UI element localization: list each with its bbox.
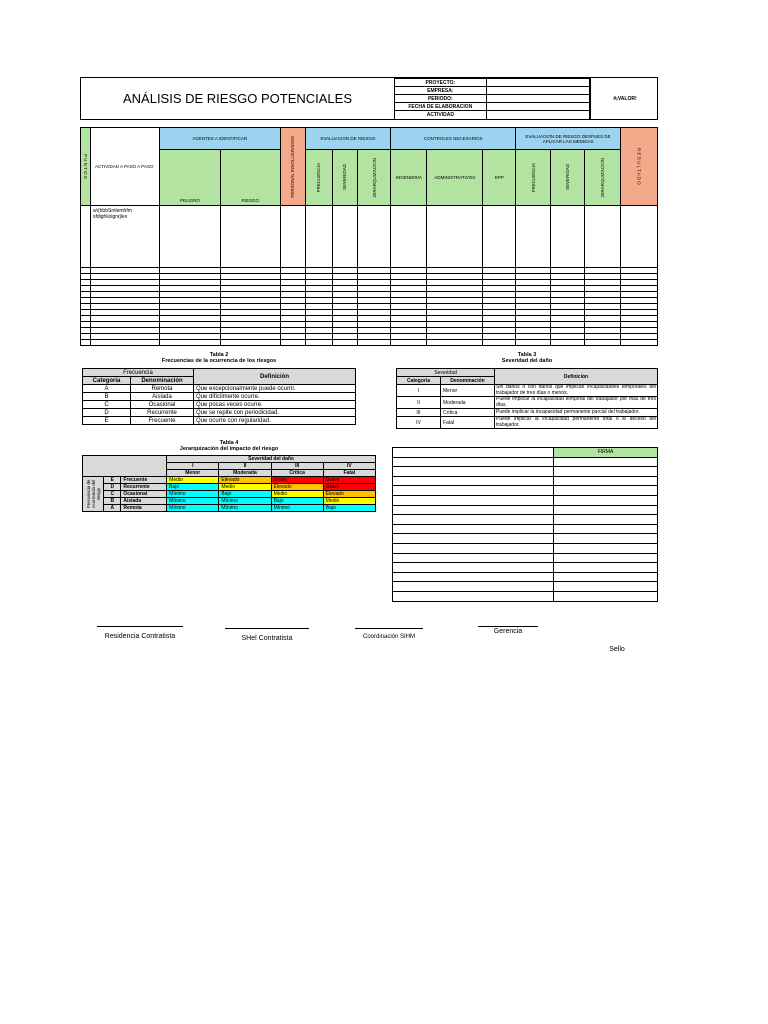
table-cell[interactable] [280,340,305,346]
t4-matrix-cell: Mínimo [219,505,271,512]
firma-row [393,591,658,601]
firma-sign-cell[interactable] [554,515,658,525]
t2-cell-cat: E [83,417,131,425]
firma-row [393,515,658,525]
firma-row [393,563,658,573]
firma-sign-cell[interactable] [554,495,658,505]
firma-header: FIRMA [554,448,658,458]
table-row [81,206,658,268]
risk-analysis-table [80,127,658,346]
t2-denominacion-header: Denominación [131,377,194,385]
firma-row [393,553,658,563]
firma-sign-cell[interactable] [554,505,658,515]
t2-cell-den: Remota [131,385,194,393]
firma-name-cell[interactable] [393,486,554,496]
t3-cell-cat: I [397,385,441,397]
t4-matrix-cell: Elevado [323,491,375,498]
t2-cell-den: Ocasional [131,401,194,409]
firma-sign-cell[interactable] [554,467,658,477]
t3-categoria-header: Categoria [397,377,441,385]
t4-row-den: Aislada [121,498,167,505]
t4-matrix-cell: Elevado [219,477,271,484]
table-cell[interactable] [391,340,427,346]
actividad-header: ACTIVIDAD A PASO A PASO [90,128,159,206]
ingenieria-header: INGENIERIA [391,150,427,206]
field-proyecto: PROYECTO: [395,79,487,87]
peligro-header: PELIGRO [159,150,220,206]
t4-matrix-cell: Medio [167,477,219,484]
t4-row-cat: B [104,498,121,505]
puntos-header: P U N T O S [81,128,91,206]
t4-side-label: Frecuencia de ocurrencia del riesgo [83,477,104,512]
t4-row-den: Ocasional [121,491,167,498]
t4-severidad-header: Severidad del daño [167,456,376,463]
firma-row [393,467,658,477]
t4-row-den: Recurrente [121,484,167,491]
firma-sign-cell[interactable] [554,591,658,601]
firma-row [393,486,658,496]
firma-row [393,457,658,467]
firma-sign-cell[interactable] [554,476,658,486]
t3-severidad-header: Severidad [397,369,495,377]
t3-cell-den: Menor [441,385,495,397]
t3-cell-def: Sin daños o con daños que implican incapacidades temporales del trabajador de tres días o menos. [496,384,656,396]
t3-row [397,417,658,429]
t3-row [397,385,658,397]
field-actividad-value[interactable] [486,111,589,120]
t2-row [83,385,356,393]
firma-name-cell[interactable] [393,543,554,553]
t4-matrix-cell: Medio [271,491,323,498]
firma-row [393,476,658,486]
firma-row [393,543,658,553]
field-empresa-value[interactable] [486,87,589,95]
t4-matrix-cell: Grave [323,477,375,484]
field-periodo: PERIODO: [395,95,487,103]
controles-header: CONTROLES NECESARIOS [391,128,516,150]
t3-cell-cat: III [397,409,441,417]
t4-row-den: Remota [121,505,167,512]
t2-cell-def: Que se repite con periodicidad. [194,409,356,417]
page-title: ANÁLISIS DE RIESGO POTENCIALES [81,78,395,119]
risk-matrix-table [82,455,376,512]
t4-matrix-cell: Bajo [323,505,375,512]
firma-row [393,582,658,592]
frecuencia-header: FRECUENCIA [305,150,332,206]
t4-matrix-cell: Bajo [167,484,219,491]
firma-name-cell[interactable] [393,524,554,534]
t3-cell-def: Puede implicar la incapacidad permanente total o el deceso del trabajador. [496,416,656,428]
table-cell[interactable] [516,340,551,346]
t2-cell-den: Frecuente [131,417,194,425]
t4-col-name: Menor [167,470,219,477]
firma-table [392,447,658,602]
t4-matrix-cell: Bajo [219,491,271,498]
t4-matrix-cell: Bajo [271,498,323,505]
t4-matrix-cell: Medio [219,484,271,491]
table-cell[interactable] [427,340,483,346]
t4-row [83,505,376,512]
table-cell[interactable] [305,340,332,346]
severidad-header: SEVERIDAD [332,150,358,206]
t2-frecuencia-header: Frecuencia [83,369,194,377]
tabla2-caption: Tabla 2 Frecuencias de la ocurrencia de los riesgos [161,352,277,364]
firma-row [393,505,658,515]
t4-matrix-cell: Grave [271,477,323,484]
t2-cell-cat: B [83,393,131,401]
firma-name-cell[interactable] [393,495,554,505]
firma-name-cell[interactable] [393,457,554,467]
table-cell[interactable] [81,340,91,346]
firma-name-cell[interactable] [393,515,554,525]
t3-cell-cat: IV [397,417,441,429]
riesgo-header: RIESGO [220,150,280,206]
table-cell[interactable] [90,340,159,346]
firma-sign-cell[interactable] [554,582,658,592]
table-cell[interactable] [220,340,280,346]
table-cell[interactable] [358,340,391,346]
t2-cell-cat: C [83,401,131,409]
table-row [81,340,658,346]
t2-categoria-header: Categoria [83,377,131,385]
table-cell[interactable] [483,340,516,346]
t4-matrix-cell: Mínimo [167,498,219,505]
t3-cell-den: Fatal [441,417,495,429]
t3-definicion-header: Definición [495,369,658,385]
evaluacion-header: EVALUACION DE RIESGO [305,128,391,150]
t4-row [83,491,376,498]
t2-cell-den: Recurrente [131,409,194,417]
t2-cell-cat: A [83,385,131,393]
t4-row-cat: D [104,484,121,491]
tabla3-caption: Tabla 3 Severidad del daño [501,352,553,364]
jerarquizacion-header: JERARQUIZACION [358,150,391,206]
firma-name-cell[interactable] [393,467,554,477]
field-periodo-value[interactable] [486,95,589,103]
firma-sign-cell[interactable] [554,534,658,544]
frecuencia-after-header: FRECUENCIA [516,150,551,206]
t4-matrix-cell: Mínimo [167,505,219,512]
firma-sign-cell[interactable] [554,543,658,553]
signature-gerencia: Gerencia [478,626,538,635]
firma-name-cell[interactable] [393,505,554,515]
epp-header: EPP [483,150,516,206]
t4-row [83,477,376,484]
t4-col-num: III [271,463,323,470]
table-cell[interactable] [551,340,585,346]
t2-cell-def: Que difícilmente ocurre. [194,393,356,401]
t4-row-cat: C [104,491,121,498]
table-cell[interactable] [159,340,220,346]
firma-name-cell[interactable] [393,476,554,486]
field-proyecto-value[interactable] [486,79,589,87]
t3-row [397,397,658,409]
firma-row [393,572,658,582]
t2-row [83,417,356,425]
first-activity-cell[interactable]: w\(hbbSmlemhfm sfdighkslgnrjlex [90,206,159,268]
firma-name-cell[interactable] [393,534,554,544]
header-fields-table [394,78,590,120]
t4-col-name: Crítica [271,470,323,477]
resultado-header: R E S U L T A D O [620,128,657,206]
firma-sign-cell[interactable] [554,563,658,573]
field-actividad: ACTIVIDAD [395,111,487,120]
t4-row [83,498,376,505]
t3-cell-def: Puede implicar la incapacidad temporal del trabajador por más de tres días. [496,396,656,408]
report-header [80,77,658,120]
frequency-table [82,368,356,425]
signature-residencia: Residencia Contratista [97,626,183,640]
firma-sign-cell[interactable] [554,486,658,496]
t2-row [83,401,356,409]
t4-col-num: I [167,463,219,470]
t2-definicion-header: Definición [194,369,356,385]
signature-shel: SHel Contratista [225,628,309,642]
evaluacion-despues-header: EVALUACION DE RIESGO DESPUES DE APLICAR LAS MEDIDAS [516,128,621,150]
table-cell[interactable] [585,340,621,346]
t2-cell-cat: D [83,409,131,417]
table-cell[interactable] [332,340,358,346]
severity-table [396,368,658,429]
tabla4-caption: Tabla 4 Jerarquización del impacto del riesgo [179,440,279,452]
firma-name-cell[interactable] [393,591,554,601]
t4-matrix-cell: Mínimo [219,498,271,505]
t3-cell-den: Moderada [441,397,495,409]
firma-row [393,524,658,534]
signature-sello: Sello [609,646,625,653]
administrativos-header: ADMINISTRATIVOS [427,150,483,206]
t4-matrix-cell: Medio [323,498,375,505]
t4-matrix-cell: Mínimo [271,505,323,512]
signature-coordinacion: Coordinación SIHM [355,628,423,640]
t4-row-den: Frecuente [121,477,167,484]
firma-sign-cell[interactable] [554,524,658,534]
t2-row [83,393,356,401]
t4-row [83,484,376,491]
t4-col-name: Fatal [323,470,375,477]
field-fecha-value[interactable] [486,103,589,111]
t2-cell-def: Que pocas veces ocurre. [194,401,356,409]
t2-cell-den: Aislada [131,393,194,401]
value-error: #¡VALOR! [590,78,659,119]
personal-header: PERSONAL INVOLUCRADOS [280,128,305,206]
firma-name-cell[interactable] [393,582,554,592]
firma-name-cell[interactable] [393,553,554,563]
t2-cell-def: Que ocurre con regularidad. [194,417,356,425]
t4-col-name: Moderada [219,470,271,477]
t4-matrix-cell: Grave [323,484,375,491]
t3-cell-cat: II [397,397,441,409]
jerarquizacion-after-header: JERARQUIZACION [585,150,621,206]
severidad-after-header: SEVERIDAD [551,150,585,206]
t4-matrix-cell: Mínimo [167,491,219,498]
t3-cell-def: Puede implicar la incapacidad permanente parcial del trabajador. [495,409,658,417]
t4-col-num: IV [323,463,375,470]
t3-cell-den: Crítica [441,409,495,417]
t2-row [83,409,356,417]
agentes-header: AGENTES A IDENTIFICAR [159,128,280,150]
t2-cell-def: Que excepcionalmente puede ocurrir. [194,385,356,393]
t4-col-num: II [219,463,271,470]
t4-row-cat: A [104,505,121,512]
t4-row-cat: E [104,477,121,484]
field-empresa: EMPRESA: [395,87,487,95]
firma-name-cell[interactable] [393,563,554,573]
field-fecha: FECHA DE ELABORACION [395,103,487,111]
t3-denominacion-header: Denominación [441,377,495,385]
firma-sign-cell[interactable] [554,572,658,582]
firma-row [393,495,658,505]
table-cell[interactable] [620,340,657,346]
firma-name-cell[interactable] [393,572,554,582]
firma-sign-cell[interactable] [554,457,658,467]
firma-row [393,534,658,544]
t4-matrix-cell: Elevado [271,484,323,491]
firma-sign-cell[interactable] [554,553,658,563]
